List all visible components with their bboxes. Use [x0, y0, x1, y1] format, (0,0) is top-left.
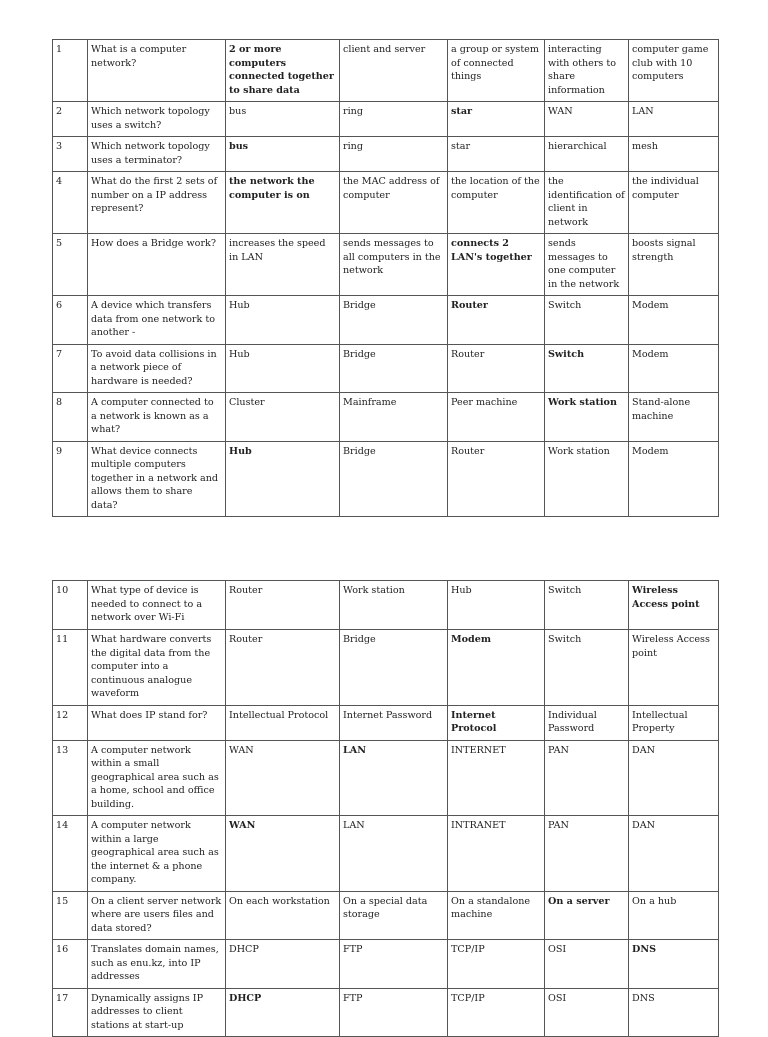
answer-option: TCP/IP: [448, 940, 545, 989]
answer-option: Bridge: [340, 344, 448, 393]
answer-option: Modem: [629, 296, 719, 345]
correct-answer-option: DNS: [629, 940, 719, 989]
correct-answer-option: Work station: [545, 393, 629, 442]
quiz-table-1-body: [53, 40, 719, 517]
question-text: Which network topology uses a terminator?: [88, 137, 226, 172]
answer-option: Hub: [226, 296, 340, 345]
question-text: Dynamically assigns IP addresses to client stations at start-up: [88, 988, 226, 1037]
correct-answer-option: Router: [448, 296, 545, 345]
answer-option: sends messages to all computers in the network: [340, 234, 448, 296]
answer-option: On a hub: [629, 891, 719, 940]
question-row: [53, 172, 719, 234]
answer-option: the location of the computer: [448, 172, 545, 234]
answer-option: OSI: [545, 988, 629, 1037]
question-text: What does IP stand for?: [88, 705, 226, 740]
answer-option: DHCP: [226, 940, 340, 989]
correct-answer-option: bus: [226, 137, 340, 172]
question-number: 1: [53, 40, 88, 102]
answer-option: PAN: [545, 816, 629, 892]
answer-option: Work station: [340, 581, 448, 630]
question-text: Translates domain names, such as enu.kz, into IP addresses: [88, 940, 226, 989]
question-row: [53, 137, 719, 172]
answer-option: Bridge: [340, 630, 448, 706]
question-text: How does a Bridge work?: [88, 234, 226, 296]
question-text: A computer network within a small geographical area such as a home, school and office building.: [88, 740, 226, 816]
answer-option: Router: [226, 581, 340, 630]
answer-option: boosts signal strength: [629, 234, 719, 296]
answer-option: sends messages to one computer in the network: [545, 234, 629, 296]
question-row: [53, 630, 719, 706]
question-row: [53, 816, 719, 892]
answer-option: the MAC address of computer: [340, 172, 448, 234]
answer-option: Switch: [545, 581, 629, 630]
answer-option: Cluster: [226, 393, 340, 442]
answer-option: DAN: [629, 740, 719, 816]
answer-option: On each workstation: [226, 891, 340, 940]
question-row: [53, 988, 719, 1037]
answer-option: interacting with others to share information: [545, 40, 629, 102]
question-number: 3: [53, 137, 88, 172]
question-number: 11: [53, 630, 88, 706]
question-number: 12: [53, 705, 88, 740]
answer-option: a group or system of connected things: [448, 40, 545, 102]
question-row: [53, 740, 719, 816]
answer-option: mesh: [629, 137, 719, 172]
question-row: [53, 234, 719, 296]
correct-answer-option: Internet Protocol: [448, 705, 545, 740]
answer-option: the individual computer: [629, 172, 719, 234]
answer-option: INTERNET: [448, 740, 545, 816]
answer-option: WAN: [545, 102, 629, 137]
answer-option: Peer machine: [448, 393, 545, 442]
answer-option: Internet Password: [340, 705, 448, 740]
answer-option: star: [448, 137, 545, 172]
correct-answer-option: Wireless Access point: [629, 581, 719, 630]
question-text: Which network topology uses a switch?: [88, 102, 226, 137]
question-row: [53, 344, 719, 393]
answer-option: Router: [226, 630, 340, 706]
answer-option: Individual Password: [545, 705, 629, 740]
question-number: 8: [53, 393, 88, 442]
correct-answer-option: LAN: [340, 740, 448, 816]
question-row: [53, 296, 719, 345]
answer-option: Router: [448, 344, 545, 393]
question-row: [53, 705, 719, 740]
question-text: To avoid data collisions in a network piece of hardware is needed?: [88, 344, 226, 393]
correct-answer-option: 2 or more computers connected together to share data: [226, 40, 340, 102]
question-text: What do the first 2 sets of number on a IP address represent?: [88, 172, 226, 234]
question-number: 5: [53, 234, 88, 296]
correct-answer-option: Modem: [448, 630, 545, 706]
answer-option: Modem: [629, 441, 719, 517]
question-text: What device connects multiple computers together in a network and allows them to share data?: [88, 441, 226, 517]
answer-option: WAN: [226, 740, 340, 816]
correct-answer-option: Hub: [226, 441, 340, 517]
question-text: What is a computer network?: [88, 40, 226, 102]
answer-option: Router: [448, 441, 545, 517]
question-row: [53, 441, 719, 517]
question-number: 4: [53, 172, 88, 234]
question-number: 7: [53, 344, 88, 393]
answer-option: On a standalone machine: [448, 891, 545, 940]
answer-option: TCP/IP: [448, 988, 545, 1037]
question-text: What hardware converts the digital data from the computer into a continuous analogue waveform: [88, 630, 226, 706]
question-row: [53, 102, 719, 137]
answer-option: increases the speed in LAN: [226, 234, 340, 296]
answer-option: client and server: [340, 40, 448, 102]
question-number: 15: [53, 891, 88, 940]
correct-answer-option: the network the computer is on: [226, 172, 340, 234]
question-number: 6: [53, 296, 88, 345]
answer-option: OSI: [545, 940, 629, 989]
question-number: 14: [53, 816, 88, 892]
question-number: 16: [53, 940, 88, 989]
correct-answer-option: WAN: [226, 816, 340, 892]
quiz-table-2-body: [53, 581, 719, 1037]
answer-option: Intellectual Protocol: [226, 705, 340, 740]
question-text: A device which transfers data from one network to another -: [88, 296, 226, 345]
answer-option: ring: [340, 137, 448, 172]
answer-option: Switch: [545, 296, 629, 345]
question-row: [53, 940, 719, 989]
answer-option: LAN: [629, 102, 719, 137]
answer-option: Switch: [545, 630, 629, 706]
answer-option: Mainframe: [340, 393, 448, 442]
answer-option: FTP: [340, 940, 448, 989]
correct-answer-option: On a server: [545, 891, 629, 940]
answer-option: Intellectual Property: [629, 705, 719, 740]
question-number: 17: [53, 988, 88, 1037]
answer-option: Work station: [545, 441, 629, 517]
answer-option: bus: [226, 102, 340, 137]
answer-option: Bridge: [340, 441, 448, 517]
question-row: [53, 393, 719, 442]
question-row: [53, 581, 719, 630]
answer-option: DAN: [629, 816, 719, 892]
correct-answer-option: DHCP: [226, 988, 340, 1037]
quiz-table-1: [52, 39, 719, 517]
answer-option: Wireless Access point: [629, 630, 719, 706]
correct-answer-option: star: [448, 102, 545, 137]
answer-option: DNS: [629, 988, 719, 1037]
answer-option: LAN: [340, 816, 448, 892]
question-text: A computer network within a large geographical area such as the internet & a phone company.: [88, 816, 226, 892]
question-row: [53, 891, 719, 940]
question-text: A computer connected to a network is known as a what?: [88, 393, 226, 442]
answer-option: Hub: [448, 581, 545, 630]
question-number: 9: [53, 441, 88, 517]
question-text: On a client server network where are users files and data stored?: [88, 891, 226, 940]
quiz-table-2: [52, 580, 719, 1037]
answer-option: ring: [340, 102, 448, 137]
answer-option: INTRANET: [448, 816, 545, 892]
question-row: [53, 40, 719, 102]
question-number: 13: [53, 740, 88, 816]
answer-option: FTP: [340, 988, 448, 1037]
question-number: 10: [53, 581, 88, 630]
answer-option: the identification of client in network: [545, 172, 629, 234]
correct-answer-option: connects 2 LAN's together: [448, 234, 545, 296]
answer-option: computer game club with 10 computers: [629, 40, 719, 102]
answer-option: On a special data storage: [340, 891, 448, 940]
answer-option: hierarchical: [545, 137, 629, 172]
answer-option: Modem: [629, 344, 719, 393]
correct-answer-option: Switch: [545, 344, 629, 393]
question-number: 2: [53, 102, 88, 137]
answer-option: PAN: [545, 740, 629, 816]
answer-option: Bridge: [340, 296, 448, 345]
answer-option: Stand-alone machine: [629, 393, 719, 442]
question-text: What type of device is needed to connect to a network over Wi-Fi: [88, 581, 226, 630]
answer-option: Hub: [226, 344, 340, 393]
